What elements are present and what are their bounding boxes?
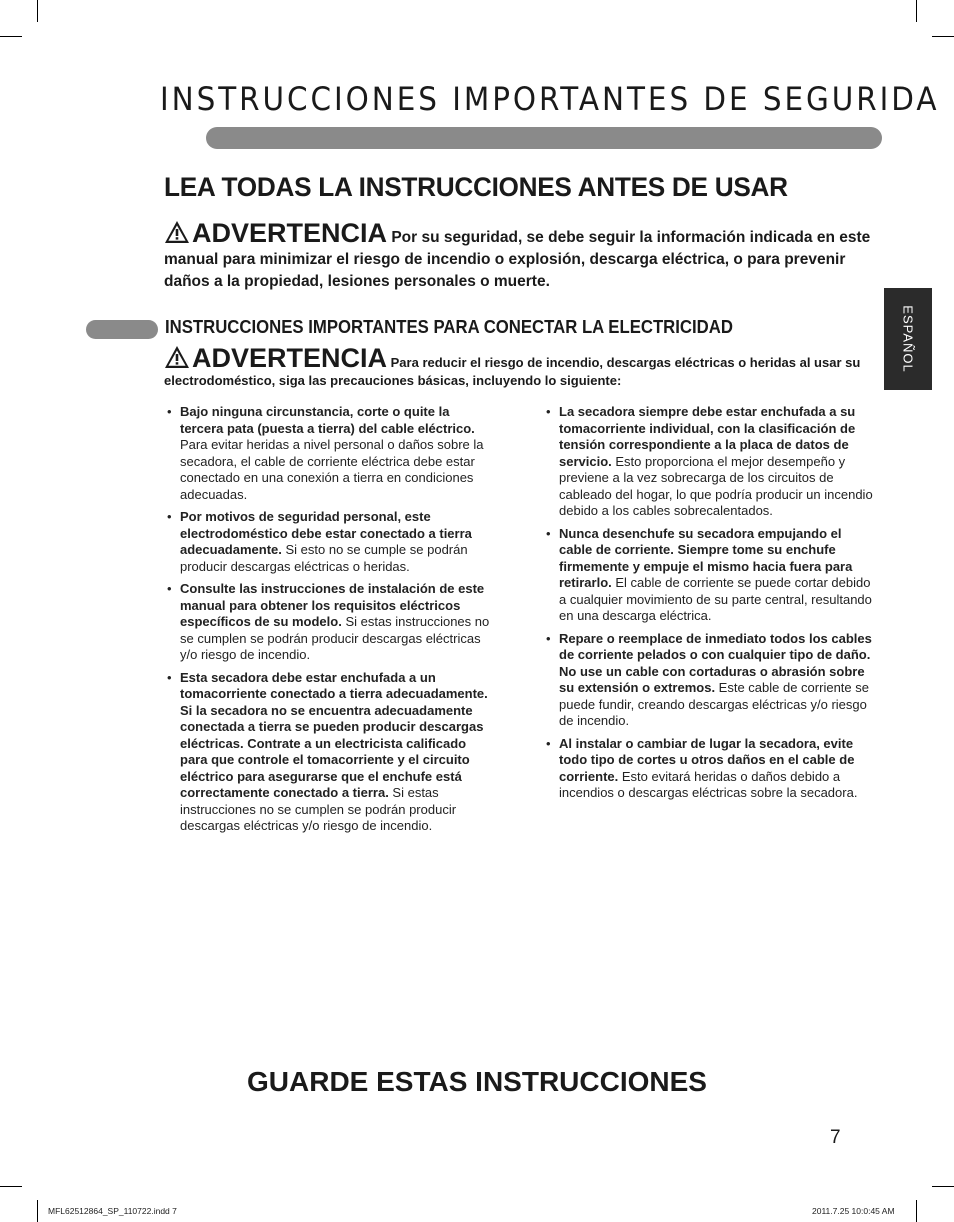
crop-mark xyxy=(0,36,22,37)
section-heading: INSTRUCCIONES IMPORTANTES PARA CONECTAR LA ELECTRICIDAD xyxy=(165,317,733,337)
list-item: • Nunca desenchufe su secadora empujando el cable de corriente. Siempre tome su enchufe firmemente y empuje el mismo hacia fuera para retirarlo. El cable de corriente se puede cortar debido a cualquier movimiento de su parte central, resultando en una descarga eléctrica. xyxy=(545,526,875,625)
footer-file-info: MFL62512864_SP_110722.indd 7 xyxy=(48,1206,177,1216)
list-item: • Repare o reemplace de inmediato todos los cables de corriente pelados o con cualquier tipo de daño. No use un cable con cortaduras o abrasión sobre su extensión o extremos. Este cable de corriente se puede fundir, creando descargas eléctricas y/o riesgo de incendio. xyxy=(545,631,875,730)
section-marker-pill xyxy=(86,320,158,339)
list-item: • Por motivos de seguridad personal, este electrodoméstico debe estar conectado a tierra adecuadamente. Si esto no se cumple se podrán producir descargas eléctricas o heridas. xyxy=(166,509,496,575)
list-item: • Bajo ninguna circunstancia, corte o quite la tercera pata (puesta a tierra) del cable eléctrico. Para evitar heridas a nivel personal o daños sobre la secadora, el cable de corriente eléctrica debe estar conectado en una conexión a tierra en condiciones adecuadas. xyxy=(166,404,496,503)
warning-intro-text: Por su seguridad, se debe seguir la información indicada en este manual para minimizar el riesgo de incendio o explosión, descarga eléctrica, o para prevenir daños a la propiedad, lesiones personales o muerte. xyxy=(164,229,871,290)
list-item: • Al instalar o cambiar de lugar la secadora, evite todo tipo de cortes u otros daños en el cable de corriente. Esto evitará heridas o daños debido a incendios o descargas eléctricas sobre la secadora. xyxy=(545,736,875,802)
warning-label: ADVERTENCIA xyxy=(192,218,388,248)
electrical-warning-text: Para reducir el riesgo de incendio, descargas eléctricas o heridas al usar su electrodoméstico, siga las precauciones básicas, incluyendo lo siguiente: xyxy=(164,355,861,388)
page-number: 7 xyxy=(830,1127,841,1148)
crop-mark xyxy=(0,1186,22,1187)
warning-triangle-icon xyxy=(164,345,190,369)
language-tab-label: ESPAÑOL xyxy=(900,305,916,373)
crop-mark xyxy=(37,1200,38,1222)
language-tab xyxy=(884,288,932,390)
list-item: • Esta secadora debe estar enchufada a un tomacorriente conectado a tierra adecuadamente. Si la secadora no se encuentra adecuadamente conectada a tierra se pueden producir descargas eléctricas. Contrate a un electricista calificado para que controle el tomacorriente y el circuito eléctrico para asegurarse que el enchufe está correctamente conectado a tierra. Si estas instrucciones no se cumplen se podrán producir descargas eléctricas y/o riesgo de incendio. xyxy=(166,670,496,835)
warning-triangle-icon xyxy=(164,220,190,244)
electrical-warning xyxy=(164,345,864,390)
list-item: • La secadora siempre debe estar enchufada a su tomacorriente individual, con la clasificación de tensión correspondiente a la placa de datos de servicio. Esto proporciona el mejor desempeño y previene a la vez sobrecarga de los circuitos de cableado del hogar, lo que podría producir un incendio debido a los cables sobrecalentados. xyxy=(545,404,875,520)
read-instructions-heading: LEA TODAS LA INSTRUCCIONES ANTES DE USAR xyxy=(164,172,788,202)
page-title: INSTRUCCIONES IMPORTANTES DE SEGURIDA xyxy=(160,80,940,118)
crop-mark xyxy=(932,36,954,37)
footer-timestamp: 2011.7.25 10:0:45 AM xyxy=(812,1206,895,1216)
safety-warning xyxy=(164,220,876,293)
bullet-list-right xyxy=(545,404,875,808)
crop-mark xyxy=(37,0,38,22)
save-instructions-heading: GUARDE ESTAS INSTRUCCIONES xyxy=(247,1066,707,1097)
crop-mark xyxy=(932,1186,954,1187)
list-item: • Consulte las instrucciones de instalación de este manual para obtener los requisitos eléctricos específicos de su modelo. Si estas instrucciones no se cumplen se podrán producir descargas eléctricas y/o riesgo de incendio. xyxy=(166,581,496,664)
title-divider-bar xyxy=(206,127,882,149)
crop-mark xyxy=(916,1200,917,1222)
warning-label: ADVERTENCIA xyxy=(192,343,388,373)
crop-mark xyxy=(916,0,917,22)
bullet-list-left xyxy=(166,404,496,841)
